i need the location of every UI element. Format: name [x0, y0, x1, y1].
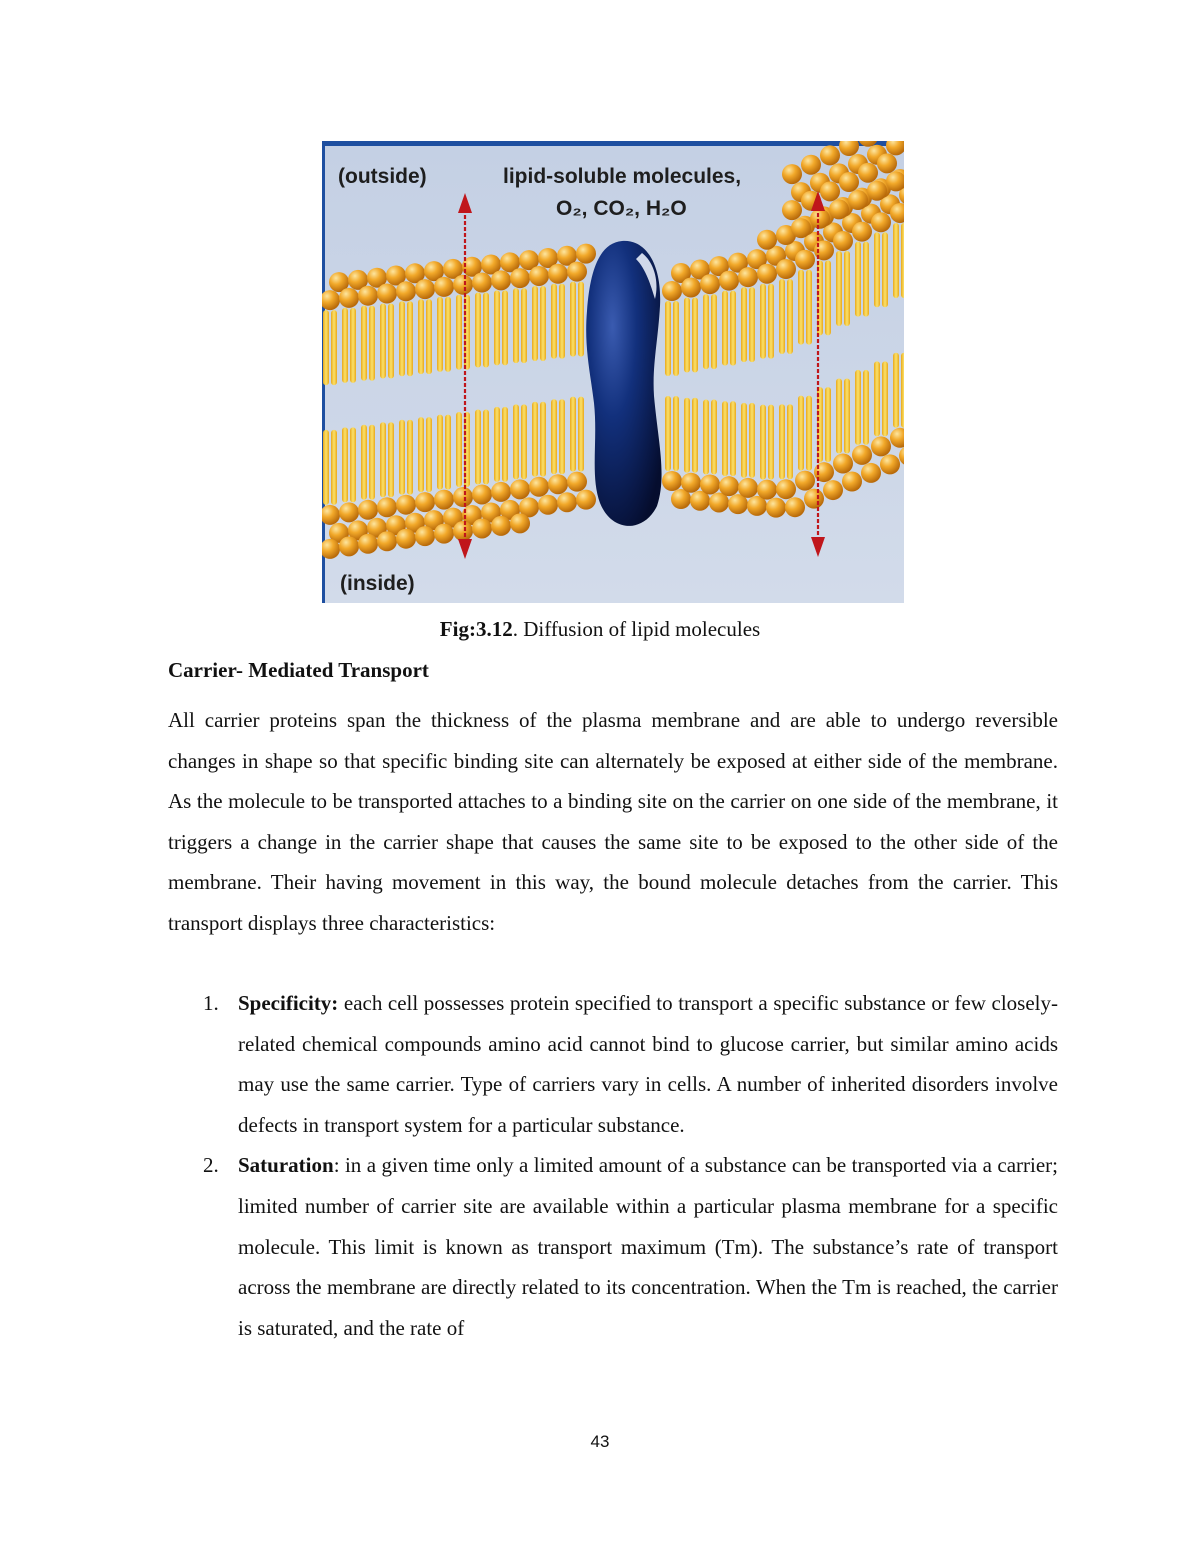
lipid-tail [711, 294, 717, 369]
lipid-head [453, 521, 473, 541]
lipid-tail [760, 284, 766, 359]
lipid-tail [483, 293, 489, 368]
lipid-head [700, 274, 720, 294]
lipid-head [491, 270, 511, 290]
list-item [168, 983, 1058, 1145]
molecules-formula: O₂, CO₂, H₂O [556, 197, 687, 220]
lipid-tail [844, 379, 850, 454]
lipid-tail [418, 417, 424, 492]
lipid-tail [836, 379, 842, 454]
lipid-tail [426, 417, 432, 492]
lipid-tail [407, 301, 413, 376]
lipid-tail [874, 232, 880, 307]
lipid-tail [350, 308, 356, 383]
lipid-head [852, 445, 872, 465]
lipid-tail [532, 286, 538, 361]
lipid-head [453, 275, 473, 295]
lipid-head [358, 500, 378, 520]
lipid-tail [741, 287, 747, 362]
lipid-head [791, 218, 811, 238]
lipid-head [358, 286, 378, 306]
lipid-head [662, 471, 682, 491]
lipid-tail [665, 396, 671, 471]
lipid-tail [342, 308, 348, 383]
caption-text: . Diffusion of lipid molecules [512, 617, 761, 641]
lipid-tail [380, 422, 386, 497]
lipid-tail [825, 387, 831, 462]
lipid-head [757, 480, 777, 500]
lipid-head [757, 264, 777, 284]
lipid-head [738, 478, 758, 498]
lipid-tail [730, 401, 736, 476]
lipid-tail [559, 399, 565, 474]
lipid-tail [768, 284, 774, 359]
lipid-tail [798, 270, 804, 345]
lipid-tail [673, 396, 679, 471]
list-item-text: each cell possesses protein specified to transport a specific substance or few closely-related chemical compounds amino acid cannot bind to glucose carrier, but similar amino acids may use the same carrier. Type of carriers vary in cells. A number of inherited disorders involve defects in transport system for a particular substance. [238, 991, 1058, 1137]
lipid-head [861, 463, 881, 483]
lipid-tail [483, 409, 489, 484]
lipid-tail [418, 299, 424, 374]
lipid-tail [540, 286, 546, 361]
lipid-tail [893, 223, 899, 298]
lipid-tail [703, 294, 709, 369]
lipid-tail [494, 290, 500, 365]
lipid-head [719, 476, 739, 496]
lipid-head [510, 268, 530, 288]
lipid-head [829, 199, 849, 219]
lipid-tail [551, 284, 557, 359]
lipid-head [795, 471, 815, 491]
lipid-head [871, 212, 891, 232]
lipid-tail [521, 404, 527, 479]
lipid-tail [844, 251, 850, 326]
lipid-head [377, 284, 397, 304]
list-item-term: Saturation [238, 1153, 334, 1178]
lipid-head [557, 492, 577, 512]
lipid-head [415, 279, 435, 299]
lipid-head [810, 209, 830, 229]
lipid-tail [323, 430, 329, 505]
lipid-tail [437, 297, 443, 372]
lipid-head [848, 190, 868, 210]
lipid-tail [456, 412, 462, 487]
lipid-tail [399, 301, 405, 376]
lipid-head [858, 163, 878, 183]
lipid-head [839, 172, 859, 192]
lipid-head [491, 516, 511, 536]
lipid-tail [779, 279, 785, 354]
lipid-tail [749, 287, 755, 362]
lipid-head [576, 490, 596, 510]
lipid-tail [722, 401, 728, 476]
lipid-tail [532, 402, 538, 477]
lipid-head [852, 222, 872, 242]
lipid-head [538, 495, 558, 515]
lipid-tail [893, 353, 899, 428]
lipid-head [396, 495, 416, 515]
membrane-figure [322, 141, 904, 603]
lipid-tail [388, 422, 394, 497]
lipid-tail [882, 232, 888, 307]
lipid-tail [342, 427, 348, 502]
lipid-tail [513, 288, 519, 363]
lipid-head [415, 526, 435, 546]
lipid-tail [475, 409, 481, 484]
lipid-tail [445, 415, 451, 490]
figure-caption [0, 617, 1200, 642]
lipid-tail [692, 398, 698, 473]
section-heading: Carrier- Mediated Transport [168, 658, 429, 682]
lipid-tail [855, 370, 861, 445]
lipid-head [472, 484, 492, 504]
lipid-head [576, 244, 596, 264]
lipid-head [510, 479, 530, 499]
lipid-tail [722, 291, 728, 366]
lipid-head [681, 473, 701, 493]
lipid-tail [730, 291, 736, 366]
lipid-head [358, 534, 378, 554]
lipid-tail [901, 223, 904, 298]
lipid-head [801, 155, 821, 175]
lipid-tail [399, 420, 405, 495]
lipid-tail [806, 396, 812, 471]
lipid-head [681, 278, 701, 298]
lipid-head [804, 489, 824, 509]
lipid-tail [692, 298, 698, 373]
lipid-tail [874, 361, 880, 436]
lipid-head [529, 266, 549, 286]
lipid-tail [521, 288, 527, 363]
lipid-tail [787, 404, 793, 479]
lipid-head [491, 482, 511, 502]
lipid-head [567, 472, 587, 492]
lipid-head [823, 480, 843, 500]
lipid-tail [559, 284, 565, 359]
lipid-tail [445, 297, 451, 372]
lipid-tail [836, 251, 842, 326]
lipid-tail [855, 242, 861, 317]
lipid-tail [437, 415, 443, 490]
outside-label: (outside) [338, 165, 427, 188]
lipid-head [738, 267, 758, 287]
lipid-tail [323, 310, 329, 385]
lipid-tail [665, 301, 671, 376]
page-number: 43 [590, 1432, 610, 1451]
lipid-head [871, 436, 891, 456]
lipid-head [776, 479, 796, 499]
lipid-tail [513, 404, 519, 479]
lipid-tail [760, 405, 766, 480]
lipid-head [833, 454, 853, 474]
lipid-head [434, 277, 454, 297]
lipid-tail [578, 397, 584, 472]
lipid-head [795, 250, 815, 270]
lipid-head [820, 145, 840, 165]
lipid-head [782, 164, 802, 184]
lipid-head [719, 271, 739, 291]
lipid-head [766, 498, 786, 518]
lipid-tail [798, 396, 804, 471]
lipid-tail [779, 404, 785, 479]
lipid-tail [502, 290, 508, 365]
lipid-tail [407, 420, 413, 495]
characteristics-list [168, 983, 1058, 1348]
lipid-head [757, 230, 777, 250]
list-item-term: Specificity: [238, 991, 339, 1015]
lipid-tail [684, 398, 690, 473]
lipid-head [700, 474, 720, 494]
lipid-head [785, 497, 805, 517]
list-item-number: 1. [203, 991, 219, 1015]
lipid-tail [369, 425, 375, 500]
lipid-head [377, 497, 397, 517]
lipid-head [776, 259, 796, 279]
lipid-head [820, 181, 840, 201]
figure-top-border [322, 141, 904, 146]
lipid-head [842, 472, 862, 492]
lipid-head [415, 492, 435, 512]
lipid-tail [475, 293, 481, 368]
lipid-tail [540, 402, 546, 477]
lipid-head [662, 281, 682, 301]
list-item [168, 1145, 1058, 1348]
lipid-head [880, 454, 900, 474]
lipid-tail [863, 242, 869, 317]
lipid-tail [825, 260, 831, 335]
molecules-title: lipid-soluble molecules, [503, 165, 742, 188]
lipid-head [567, 262, 587, 282]
lipid-head [396, 529, 416, 549]
lipid-head [434, 490, 454, 510]
lipid-tail [361, 306, 367, 381]
lipid-tail [331, 430, 337, 505]
lipid-tail [882, 361, 888, 436]
lipid-tail [456, 295, 462, 370]
lipid-tail [426, 299, 432, 374]
lipid-tail [901, 353, 904, 428]
lipid-head [782, 200, 802, 220]
lipid-head [548, 264, 568, 284]
lipid-head [867, 181, 887, 201]
carrier-protein [586, 241, 661, 526]
list-item-number: 2. [203, 1153, 219, 1178]
body-paragraph: All carrier proteins span the thickness of the plasma membrane and are able to undergo reversible changes in shape so that specific binding site can alternately be exposed at either side of the membrane. As the molecule to be transported attaches to a binding site on the carrier on one side of the membrane, it triggers a change in the carrier shape that causes the same site to be exposed to the other side of the membrane. Their having movement in this way, the bound molecule detaches from the carrier. This transport displays three characteristics: [168, 708, 1058, 935]
inside-label: (inside) [340, 572, 415, 595]
lipid-tail [684, 298, 690, 373]
lipid-tail [806, 270, 812, 345]
lipid-tail [502, 407, 508, 482]
lipid-tail [570, 397, 576, 472]
lipid-tail [673, 301, 679, 376]
lipid-tail [331, 310, 337, 385]
lipid-head [339, 536, 359, 556]
lipid-head [472, 273, 492, 293]
lipid-tail [388, 304, 394, 379]
lipid-tail [551, 399, 557, 474]
lipid-tail [578, 282, 584, 357]
lipid-head [453, 487, 473, 507]
lipid-head [434, 524, 454, 544]
lipid-tail [703, 399, 709, 474]
lipid-head [377, 531, 397, 551]
lipid-head [396, 281, 416, 301]
lipid-tail [711, 399, 717, 474]
lipid-tail [380, 304, 386, 379]
lipid-head [472, 518, 492, 538]
lipid-head [877, 153, 897, 173]
caption-label: Fig:3.12 [439, 617, 513, 641]
lipid-head [548, 474, 568, 494]
lipid-tail [494, 407, 500, 482]
lipid-head [339, 288, 359, 308]
lipid-tail [787, 279, 793, 354]
lipid-tail [361, 425, 367, 500]
lipid-tail [768, 405, 774, 480]
lipid-tail [369, 306, 375, 381]
lipid-head [529, 477, 549, 497]
lipid-tail [350, 427, 356, 502]
lipid-head [339, 502, 359, 522]
list-item-text: : in a given time only a limited amount of a substance can be transported via a carrier; limited number of carrier site are available within a particular plasma membrane for a specific molecule. This limit is known as transport maximum (Tm). The substance’s rate of transport across the membrane are directly related to its concentration. When the Tm is reached, the carrier is saturated, and the rate of [238, 1153, 1058, 1340]
lipid-tail [863, 370, 869, 445]
lipid-tail [749, 403, 755, 478]
lipid-head [833, 231, 853, 251]
lipid-head [510, 513, 530, 533]
lipid-tail [570, 282, 576, 357]
lipid-tail [741, 403, 747, 478]
